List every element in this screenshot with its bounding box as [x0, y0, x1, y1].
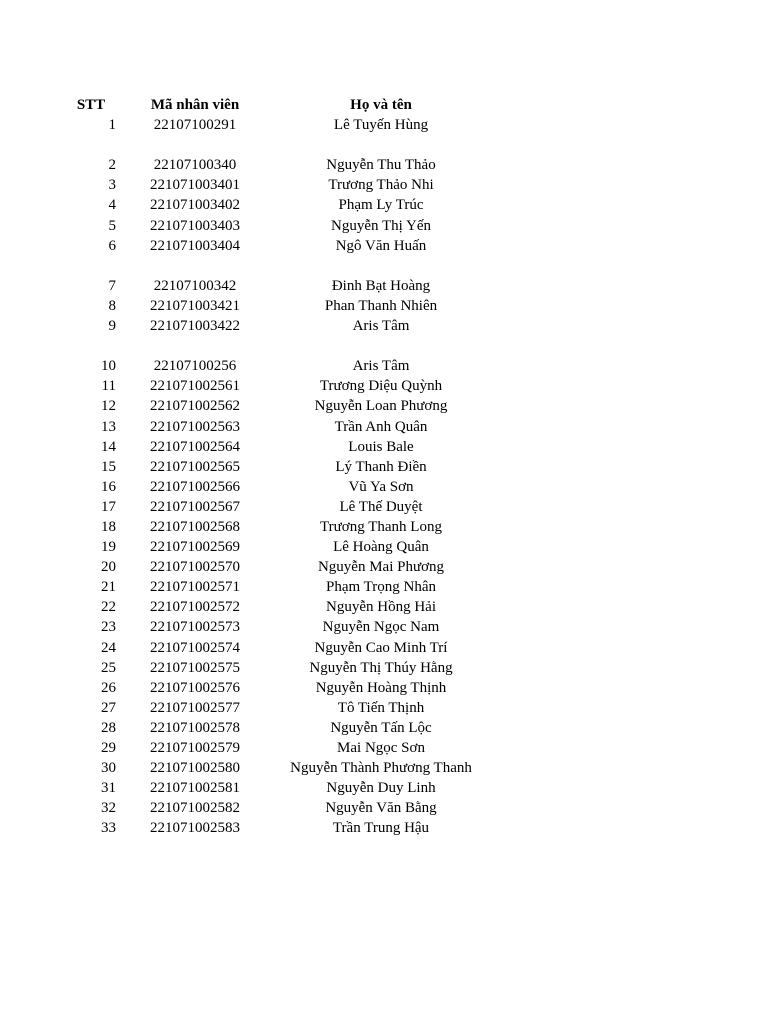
- row-stt: 15: [101, 458, 116, 475]
- table-row: [0, 517, 768, 537]
- table-row: [0, 175, 768, 195]
- row-employee-code: 221071002563: [150, 418, 240, 435]
- row-employee-code: 22107100340: [153, 157, 237, 174]
- table-row: [0, 718, 768, 738]
- row-full-name: Trương Diệu Quỳnh: [319, 378, 443, 395]
- row-employee-code: 22107100342: [153, 277, 237, 294]
- row-stt: 27: [101, 699, 116, 716]
- row-full-name: Nguyễn Tấn Lộc: [330, 719, 432, 736]
- row-stt: 13: [101, 418, 116, 435]
- row-employee-code: 221071003404: [150, 237, 240, 254]
- table-row: [0, 236, 768, 256]
- header-employee-code: Mã nhân viên: [150, 97, 240, 113]
- table-row: [0, 135, 768, 175]
- row-employee-code: 221071002581: [150, 780, 240, 797]
- table-row: [0, 778, 768, 798]
- row-employee-code: 221071002575: [150, 659, 240, 676]
- row-stt: 14: [101, 438, 116, 455]
- row-stt: 18: [101, 518, 116, 535]
- table-body: [0, 115, 768, 838]
- row-employee-code: 221071002580: [150, 760, 240, 777]
- row-employee-code: 221071002571: [150, 579, 240, 596]
- row-employee-code: 22107100256: [153, 358, 237, 375]
- row-employee-code: 221071002579: [150, 740, 240, 756]
- row-employee-code: 221071002565: [150, 458, 240, 475]
- row-full-name: Phạm Trọng Nhân: [325, 579, 437, 596]
- row-employee-code: 221071002567: [150, 498, 240, 515]
- row-full-name: Lý Thanh Điền: [335, 458, 427, 475]
- table-row: [0, 678, 768, 698]
- row-employee-code: 221071003401: [150, 177, 240, 194]
- row-full-name: Nguyễn Loan Phương: [314, 398, 448, 415]
- row-employee-code: 221071002577: [150, 699, 240, 716]
- table-row: [0, 698, 768, 718]
- table-row: [0, 316, 768, 336]
- row-employee-code: 221071002568: [150, 518, 240, 535]
- row-full-name: Nguyễn Ngọc Nam: [322, 619, 440, 636]
- row-employee-code: 221071002572: [150, 599, 240, 616]
- header-full-name: Họ và tên: [350, 97, 412, 113]
- row-employee-code: 221071002562: [150, 398, 240, 415]
- row-full-name: Nguyễn Hoàng Thịnh: [315, 679, 447, 696]
- row-stt: 29: [101, 740, 116, 756]
- table-row: [0, 617, 768, 637]
- row-stt: 32: [101, 800, 116, 817]
- row-full-name: Tô Tiến Thịnh: [337, 699, 425, 716]
- row-full-name: Aris Tâm: [352, 358, 410, 375]
- row-full-name: Nguyễn Hồng Hải: [326, 599, 436, 616]
- row-full-name: Nguyễn Mai Phương: [317, 559, 445, 576]
- row-stt: 5: [108, 217, 116, 234]
- row-full-name: Trần Trung Hậu: [332, 820, 430, 837]
- table-row: [0, 818, 768, 838]
- row-stt: 8: [108, 297, 116, 314]
- row-full-name: Nguyễn Văn Bằng: [325, 800, 437, 817]
- row-full-name: Phan Thanh Nhiên: [324, 297, 438, 314]
- row-stt: 24: [101, 639, 116, 656]
- row-employee-code: 221071002583: [150, 820, 240, 837]
- row-stt: 22: [101, 599, 116, 616]
- table-row: [0, 638, 768, 658]
- row-employee-code: 221071002570: [150, 559, 240, 576]
- table-row: [0, 798, 768, 818]
- row-full-name: Nguyễn Thu Thảo: [326, 157, 436, 174]
- row-employee-code: 221071002569: [150, 539, 240, 556]
- row-employee-code: 221071002573: [150, 619, 240, 636]
- row-stt: 16: [101, 478, 116, 495]
- row-stt: 3: [108, 177, 116, 194]
- row-full-name: Trương Thanh Long: [320, 518, 442, 535]
- row-stt: 23: [101, 619, 116, 636]
- row-stt: 7: [108, 277, 116, 294]
- row-employee-code: 221071002582: [150, 800, 240, 817]
- row-stt: 17: [101, 498, 116, 515]
- row-stt: 19: [101, 539, 116, 556]
- table-row: [0, 115, 768, 135]
- row-stt: 11: [101, 378, 116, 395]
- table-row: [0, 658, 768, 678]
- table-row: [0, 758, 768, 778]
- row-full-name: Nguyễn Duy Linh: [326, 780, 436, 797]
- row-employee-code: 221071003421: [150, 297, 240, 314]
- table-row: [0, 376, 768, 396]
- row-full-name: Trần Anh Quân: [334, 418, 428, 435]
- row-stt: 21: [101, 579, 116, 596]
- row-employee-code: 221071003403: [150, 217, 240, 234]
- row-employee-code: 221071002561: [150, 378, 240, 395]
- row-stt: 12: [101, 398, 116, 415]
- table-row: [0, 216, 768, 236]
- row-full-name: Lê Tuyến Hùng: [333, 117, 429, 134]
- table-row: [0, 597, 768, 617]
- row-stt: 6: [108, 237, 116, 254]
- table-row: [0, 457, 768, 477]
- row-full-name: Vũ Ya Sơn: [348, 478, 414, 495]
- row-employee-code: 221071002574: [150, 639, 240, 656]
- row-full-name: Nguyễn Cao Minh Trí: [314, 639, 448, 656]
- row-employee-code: 221071002576: [150, 679, 240, 696]
- table-row: [0, 296, 768, 316]
- row-full-name: Trương Thảo Nhi: [328, 177, 434, 194]
- table-row: [0, 396, 768, 416]
- table-row: [0, 477, 768, 497]
- row-full-name: Nguyễn Thị Thúy Hằng: [309, 659, 453, 676]
- row-full-name: Aris Tâm: [352, 318, 410, 335]
- row-employee-code: 221071002578: [150, 719, 240, 736]
- row-full-name: Lê Thế Duyệt: [339, 498, 423, 515]
- row-stt: 10: [101, 358, 116, 375]
- row-full-name: Phạm Ly Trúc: [338, 197, 424, 214]
- row-stt: 33: [101, 820, 116, 837]
- table-header-row: [0, 95, 768, 115]
- row-stt: 26: [101, 679, 116, 696]
- row-stt: 31: [101, 780, 116, 797]
- table-row: [0, 336, 768, 376]
- row-stt: 2: [108, 157, 116, 174]
- row-stt: 4: [108, 197, 116, 214]
- row-full-name: Louis Bale: [348, 438, 414, 455]
- table-row: [0, 738, 768, 758]
- row-stt: 28: [101, 719, 116, 736]
- row-full-name: Mai Ngọc Sơn: [337, 740, 425, 756]
- row-stt: 1: [108, 117, 116, 134]
- table-row: [0, 256, 768, 296]
- row-employee-code: 221071003402: [150, 197, 240, 214]
- row-full-name: Lê Hoàng Quân: [333, 539, 429, 556]
- row-stt: 20: [101, 559, 116, 576]
- row-employee-code: 22107100291: [153, 117, 237, 134]
- table-row: [0, 195, 768, 215]
- table-row: [0, 497, 768, 517]
- table-row: [0, 557, 768, 577]
- table-row: [0, 537, 768, 557]
- row-employee-code: 221071003422: [150, 318, 240, 335]
- header-stt: STT: [76, 97, 106, 113]
- row-full-name: Ngô Văn Huấn: [335, 237, 427, 254]
- row-employee-code: 221071002566: [150, 478, 240, 495]
- row-full-name: Đinh Bạt Hoàng: [331, 277, 431, 294]
- row-stt: 30: [101, 760, 116, 777]
- row-full-name: Nguyễn Thị Yến: [331, 217, 431, 234]
- table-row: [0, 417, 768, 437]
- table-row: [0, 437, 768, 457]
- row-stt: 25: [101, 659, 116, 676]
- row-full-name: Nguyễn Thành Phương Thanh: [290, 760, 472, 777]
- employee-table: [0, 95, 768, 838]
- table-row: [0, 577, 768, 597]
- row-employee-code: 221071002564: [150, 438, 240, 455]
- row-stt: 9: [108, 318, 116, 335]
